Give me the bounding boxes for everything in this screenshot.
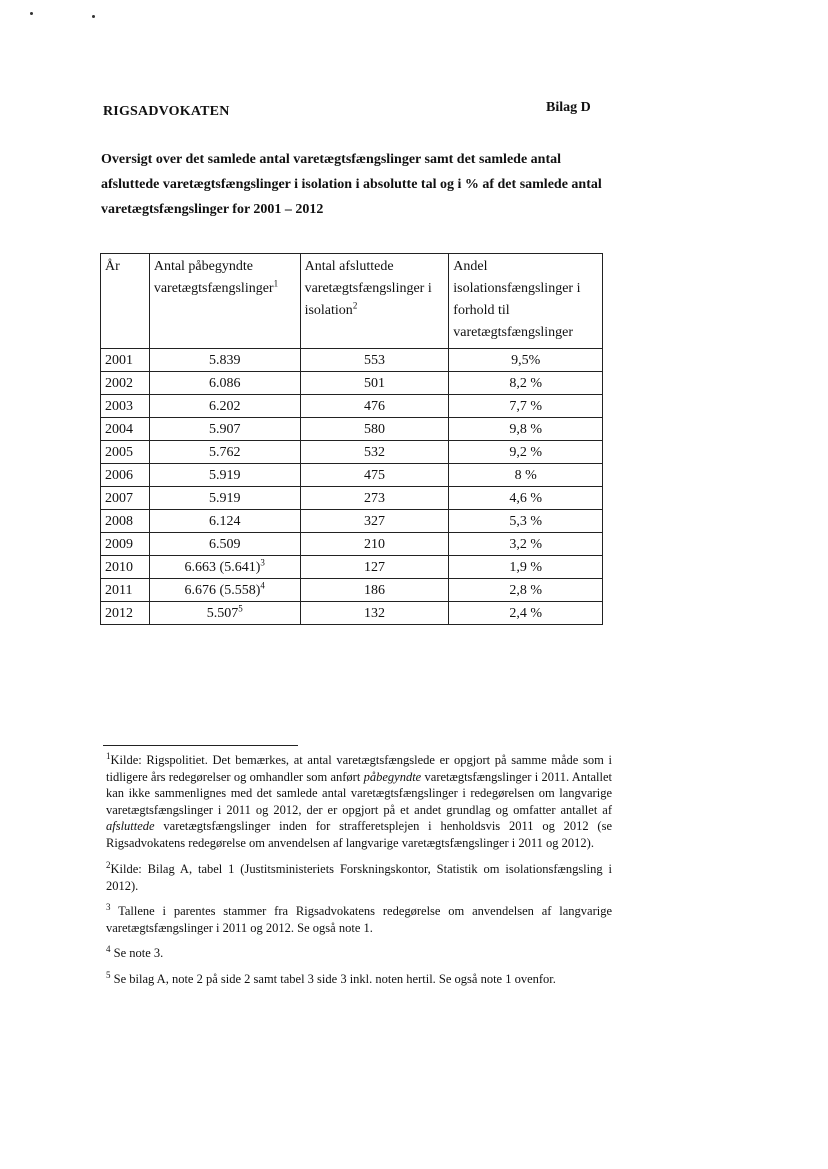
cell-begun: 6.663 $(5.641)^3$: [149, 556, 300, 579]
table-row: [101, 556, 603, 579]
cell-begun: 5.919: [149, 464, 300, 487]
cell-isolation: 553: [300, 349, 449, 372]
footnote-text: Se bilag A, note 2 på side 2 samt tabel 3 side 3 inkl. noten hertil. Se også note 1 ovenfor.: [110, 971, 556, 986]
cell-begun: 5.907: [149, 418, 300, 441]
cell-year: 2002: [101, 372, 150, 395]
cell-isolation: 273: [300, 487, 449, 510]
footnote-text: varetægtsfængslinger i 2011. Antallet kan ikke sammenlignes med det samlede antal varetægtsfængslinger i redegørelsen om langvarige varetægtsfængslinger i 2011 og 2012, der er opgjort på et andet grundlag og omfatter antallet af: [106, 769, 612, 817]
cell-share: 9,8 %: [449, 418, 603, 441]
table-header-row: [101, 254, 603, 349]
cell-isolation: 580: [300, 418, 449, 441]
cell-begun: 6.124: [149, 510, 300, 533]
scan-speck-right: [92, 15, 95, 18]
cell-share: 8,2 %: [449, 372, 603, 395]
footnote-1: [106, 752, 612, 851]
cell-year: 2009: [101, 533, 150, 556]
footnote-text: Kilde: Bilag A, tabel 1 (Justitsministeriets Forskningskontor, Statistik om isolationsfængsling i 2012).: [106, 862, 612, 893]
footnote-2: [106, 861, 612, 894]
cell-begun: 5.762: [149, 441, 300, 464]
table-row: [101, 579, 603, 602]
column-header-share: Andel isolationsfængslinger i forhold til varetægtsfængslinger: [449, 254, 603, 349]
table-row: [101, 349, 603, 372]
cell-share: 7,7 %: [449, 395, 603, 418]
footnote-text: Tallene i parentes stammer fra Rigsadvokatens redegørelse om anvendelsen af langvarige varetægtsfængslinger i 2011 og 2012. Se også note 1.: [106, 904, 612, 935]
table-row: [101, 487, 603, 510]
cell-share: 3,2 %: [449, 533, 603, 556]
cell-begun: 5.839: [149, 349, 300, 372]
organization-name: RIGSADVOKATEN: [103, 104, 230, 119]
cell-begun: 6.202: [149, 395, 300, 418]
cell-share: 8 %: [449, 464, 603, 487]
table-row: [101, 441, 603, 464]
column-header-isolation: Antal afsluttede varetægtsfængslinger i isolation$^2$: [300, 254, 449, 349]
scan-speck-left: [30, 12, 33, 15]
footnotes: [106, 752, 612, 996]
cell-isolation: 327: [300, 510, 449, 533]
cell-isolation: 501: [300, 372, 449, 395]
cell-year: 2007: [101, 487, 150, 510]
cell-share: 5,3 %: [449, 510, 603, 533]
table-row: [101, 533, 603, 556]
cell-share: 2,4 %: [449, 602, 603, 625]
cell-isolation: 476: [300, 395, 449, 418]
cell-year: 2006: [101, 464, 150, 487]
footnote-mark: 1: [106, 750, 111, 761]
column-header-year: År: [101, 254, 150, 349]
cell-isolation: 475: [300, 464, 449, 487]
document-heading: Oversigt over det samlede antal varetægtsfængslinger samt det samlede antal afsluttede varetægtsfængslinger i isolation i absolutte tal og i % af det samlede antal varetægtsfængslinger for 2001 – 2012: [101, 152, 602, 217]
cell-isolation: 210: [300, 533, 449, 556]
footnote-text: varetægtsfængslinger inden for strafferetsplejen i henholdsvis 2011 og 2012 (se Rigsadvokatens redegørelse om anvendelsen af langvarige varetægtsfængslinger i 2011 og 2012).: [106, 819, 612, 850]
cell-isolation: 127: [300, 556, 449, 579]
footnote-separator: [103, 745, 298, 746]
footnote-text: afsluttede: [106, 819, 155, 833]
cell-begun: 5.507$^5$: [149, 602, 300, 625]
footnote-mark: 4: [106, 943, 111, 954]
cell-year: 2005: [101, 441, 150, 464]
cell-year: 2012: [101, 602, 150, 625]
cell-share: 4,6 %: [449, 487, 603, 510]
table-row: [101, 602, 603, 625]
table-row: [101, 418, 603, 441]
footnote-text: påbegyndte: [363, 769, 422, 784]
appendix-label: Bilag D: [546, 100, 591, 115]
cell-share: 1,9 %: [449, 556, 603, 579]
cell-share: 9,5%: [449, 349, 603, 372]
footnote-text: Se note 3.: [110, 946, 164, 960]
table-row: [101, 464, 603, 487]
footnote-mark: 3: [106, 901, 111, 912]
footnote-5: [106, 971, 612, 988]
footnote-3: [106, 903, 612, 936]
cell-year: 2010: [101, 556, 150, 579]
table-row: [101, 395, 603, 418]
table-row: [101, 372, 603, 395]
cell-begun: 6.509: [149, 533, 300, 556]
cell-isolation: 532: [300, 441, 449, 464]
cell-isolation: 186: [300, 579, 449, 602]
cell-isolation: 132: [300, 602, 449, 625]
footnote-mark: 2: [106, 859, 111, 870]
column-header-begun: Antal påbegyndte varetægtsfængslinger$^1$: [149, 254, 300, 349]
cell-year: 2004: [101, 418, 150, 441]
cell-year: 2003: [101, 395, 150, 418]
cell-year: 2008: [101, 510, 150, 533]
custody-table: [100, 253, 603, 625]
footnote-mark: 5: [106, 969, 111, 980]
cell-year: 2011: [101, 579, 150, 602]
footnote-4: [106, 945, 612, 962]
cell-begun: 6.086: [149, 372, 300, 395]
table-row: [101, 510, 603, 533]
cell-year: 2001: [101, 349, 150, 372]
cell-share: 9,2 %: [449, 441, 603, 464]
cell-begun: 5.919: [149, 487, 300, 510]
cell-share: 2,8 %: [449, 579, 603, 602]
table-body: [101, 349, 603, 625]
cell-begun: 6.676 $(5.558)^4$: [149, 579, 300, 602]
footnote-text: Kilde: Rigspolitiet. Det bemærkes, at antal varetægtsfængslede er opgjort på samme måde som i tidligere års redegørelser og omhandler som anført: [106, 753, 612, 784]
